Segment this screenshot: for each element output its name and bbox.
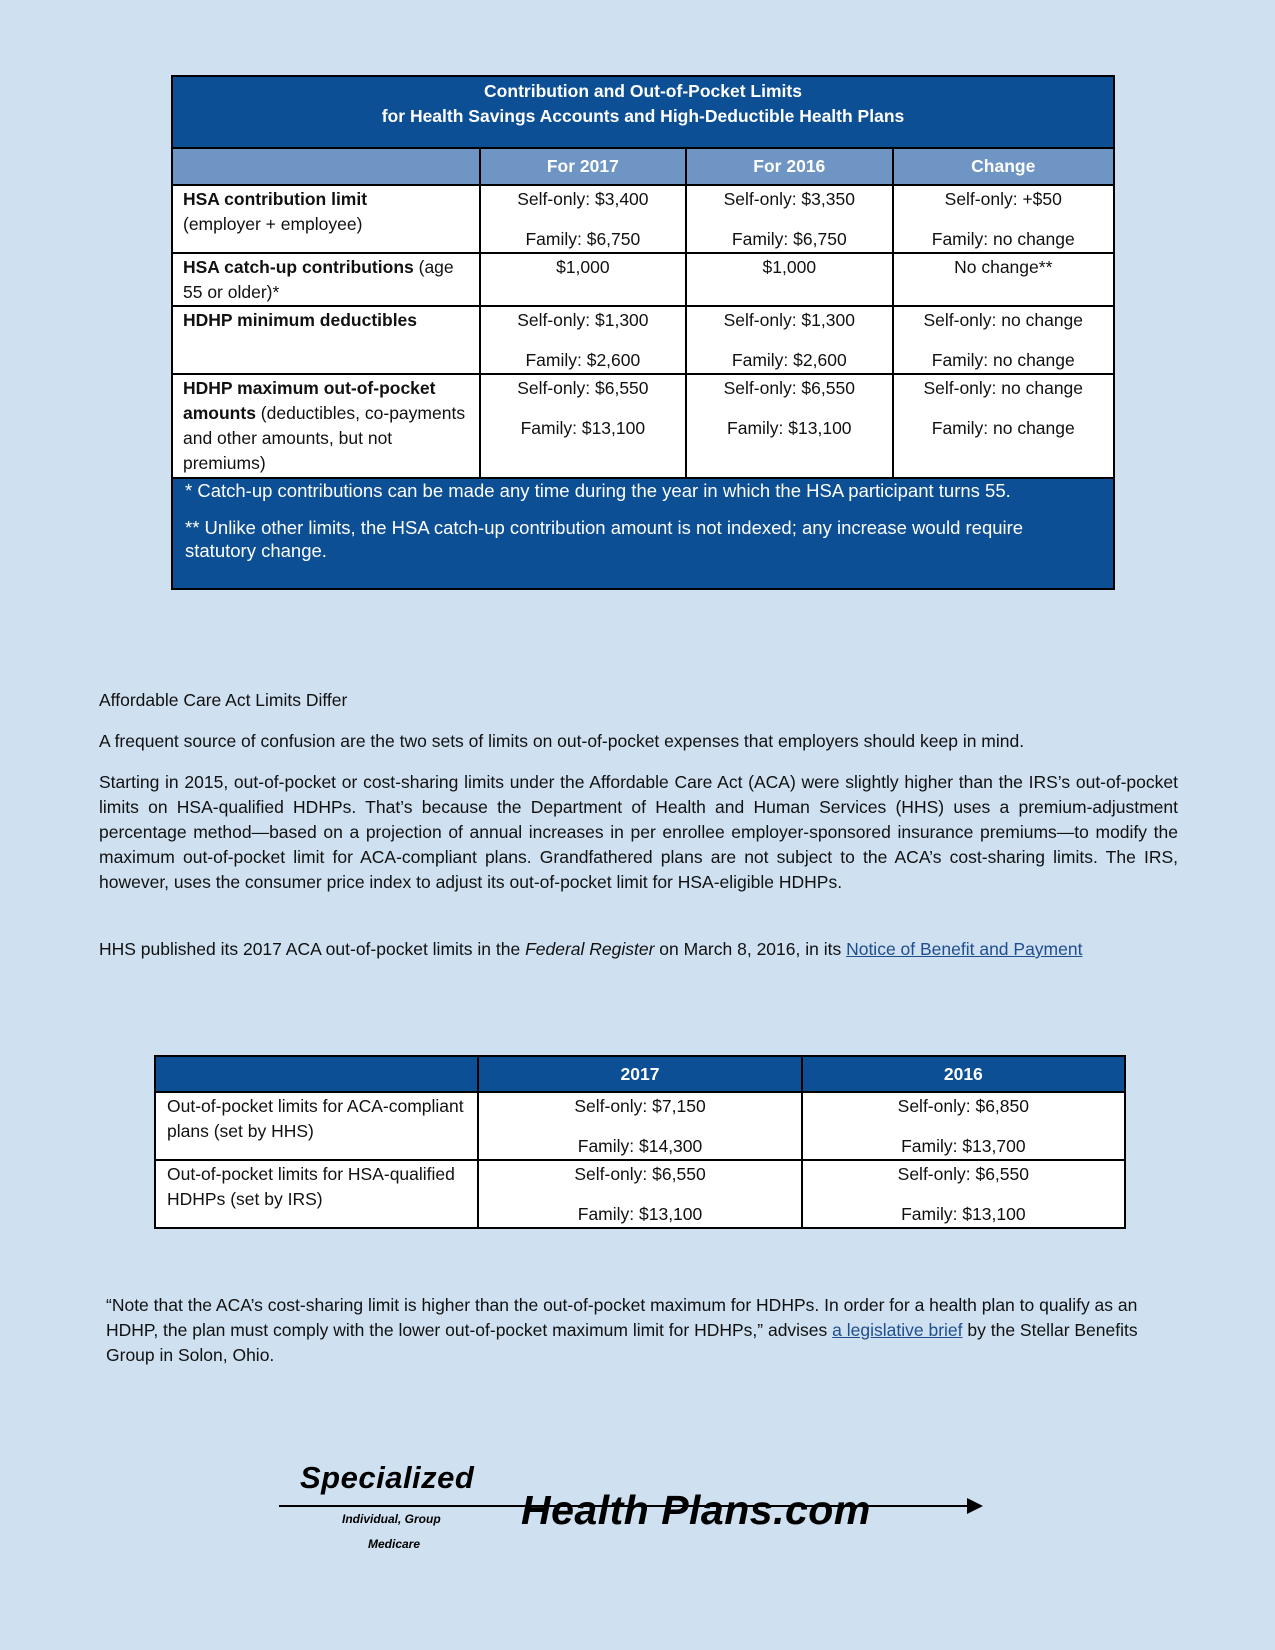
table-row: [172, 253, 1114, 306]
table-row: [172, 374, 1114, 478]
federal-register-title: Federal Register: [525, 939, 655, 959]
row-label: HDHP maximum out-of-pocket amounts (deductibles, co-payments and other amounts, but not premiums): [172, 374, 480, 478]
hsa-table-header-row: [172, 148, 1114, 185]
aca-header-2017: 2017: [478, 1056, 801, 1092]
article-heading: Affordable Care Act Limits Differ: [99, 690, 348, 710]
footnote-catch-up: * Catch-up contributions can be made any time during the year in which the HSA participant turns 55.: [185, 480, 1011, 501]
table-row: [155, 1092, 1125, 1160]
value-2016: $1,000: [686, 253, 892, 306]
table-row: [172, 185, 1114, 253]
notice-benefit-payment-link[interactable]: Notice of Benefit and Payment: [846, 939, 1083, 959]
row-label: HSA contribution limit (employer + employee): [172, 185, 480, 253]
table-row: [172, 306, 1114, 374]
aca-table-header-row: [155, 1056, 1125, 1092]
hsa-table-title: [172, 76, 1114, 148]
logo-word-health-plans: Health Plans.com: [521, 1487, 871, 1533]
row-label: HSA catch-up contributions (age 55 or older)*: [172, 253, 480, 306]
hsa-table-footnotes: [172, 478, 1114, 589]
specialized-health-plans-logo: [277, 1460, 997, 1560]
value-change: Self-only: +$50 Family: no change: [893, 185, 1114, 253]
value-2017: Self-only: $6,550 Family: $13,100: [480, 374, 686, 478]
value-2016: Self-only: $3,350 Family: $6,750: [686, 185, 892, 253]
logo-subtitle-medicare: Medicare: [368, 1537, 421, 1551]
value-change: No change**: [893, 253, 1114, 306]
stellar-quote: “Note that the ACA’s cost-sharing limit is higher than the out-of-pocket maximum for HDHPs. In order for a health plan to qualify as an HDHP, the plan must comply with the lower out-of-pocket maximum limit for HDHPs,” advises a legislative brief by the Stellar Benefits Group in Solon, Ohio.: [106, 1295, 1138, 1365]
value-change: Self-only: no change Family: no change: [893, 306, 1114, 374]
row-label: Out-of-pocket limits for ACA-compliant plans (set by HHS): [155, 1092, 478, 1160]
hsa-header-blank: [172, 148, 480, 185]
article-paragraph-1: A frequent source of confusion are the two sets of limits on out-of-pocket expenses that employers should keep in mind.: [99, 731, 1025, 751]
hsa-header-2017: For 2017: [480, 148, 686, 185]
value-2017: Self-only: $7,150 Family: $14,300: [478, 1092, 801, 1160]
value-2016: Self-only: $6,850 Family: $13,700: [802, 1092, 1125, 1160]
hsa-table-title-line2: for Health Savings Accounts and High-Deductible Health Plans: [381, 106, 905, 126]
value-2017: $1,000: [480, 253, 686, 306]
hsa-header-2016: For 2016: [686, 148, 892, 185]
row-label: HDHP minimum deductibles: [172, 306, 480, 374]
footnote-not-indexed: ** Unlike other limits, the HSA catch-up contribution amount is not indexed; any increase would require statutory change.: [185, 517, 1024, 561]
aca-vs-hdhp-table: [154, 1055, 1126, 1229]
article-paragraph-2: Starting in 2015, out-of-pocket or cost-sharing limits under the Affordable Care Act (ACA) were slightly higher than the IRS’s out-of-pocket limits on HSA-qualified HDHPs. That’s because the Department of Health and Human Services (HHS) uses a premium-adjustment percentage method—based on a projection of annual increases in per enrollee employer-sponsored insurance premiums—to modify the maximum out-of-pocket limit for ACA-compliant plans. Grandfathered plans are not subject to the ACA’s cost-sharing limits. The IRS, however, uses the consumer price index to adjust its out-of-pocket limit for HSA-eligible HDHPs.: [99, 772, 1178, 892]
logo-word-specialized: Specialized: [300, 1460, 475, 1495]
row-label: Out-of-pocket limits for HSA-qualified HDHPs (set by IRS): [155, 1160, 478, 1228]
hsa-header-change: Change: [893, 148, 1114, 185]
table-row: [155, 1160, 1125, 1228]
logo-subtitle-individual-group: Individual, Group: [342, 1512, 441, 1526]
aca-header-2016: 2016: [802, 1056, 1125, 1092]
article-paragraph-3: HHS published its 2017 ACA out-of-pocket limits in the Federal Register on March 8, 2016, in its Notice of Benefit and Payment: [99, 939, 1083, 959]
aca-header-blank: [155, 1056, 478, 1092]
value-2017: Self-only: $3,400 Family: $6,750: [480, 185, 686, 253]
logo-arrow-icon: [967, 1498, 983, 1514]
hsa-table-title-line1: Contribution and Out-of-Pocket Limits: [484, 81, 802, 101]
value-2016: Self-only: $6,550 Family: $13,100: [686, 374, 892, 478]
legislative-brief-link[interactable]: a legislative brief: [832, 1320, 963, 1340]
value-2016: Self-only: $1,300 Family: $2,600: [686, 306, 892, 374]
value-2017: Self-only: $1,300 Family: $2,600: [480, 306, 686, 374]
hsa-limits-table: [171, 75, 1115, 590]
value-2016: Self-only: $6,550 Family: $13,100: [802, 1160, 1125, 1228]
value-change: Self-only: no change Family: no change: [893, 374, 1114, 478]
value-2017: Self-only: $6,550 Family: $13,100: [478, 1160, 801, 1228]
